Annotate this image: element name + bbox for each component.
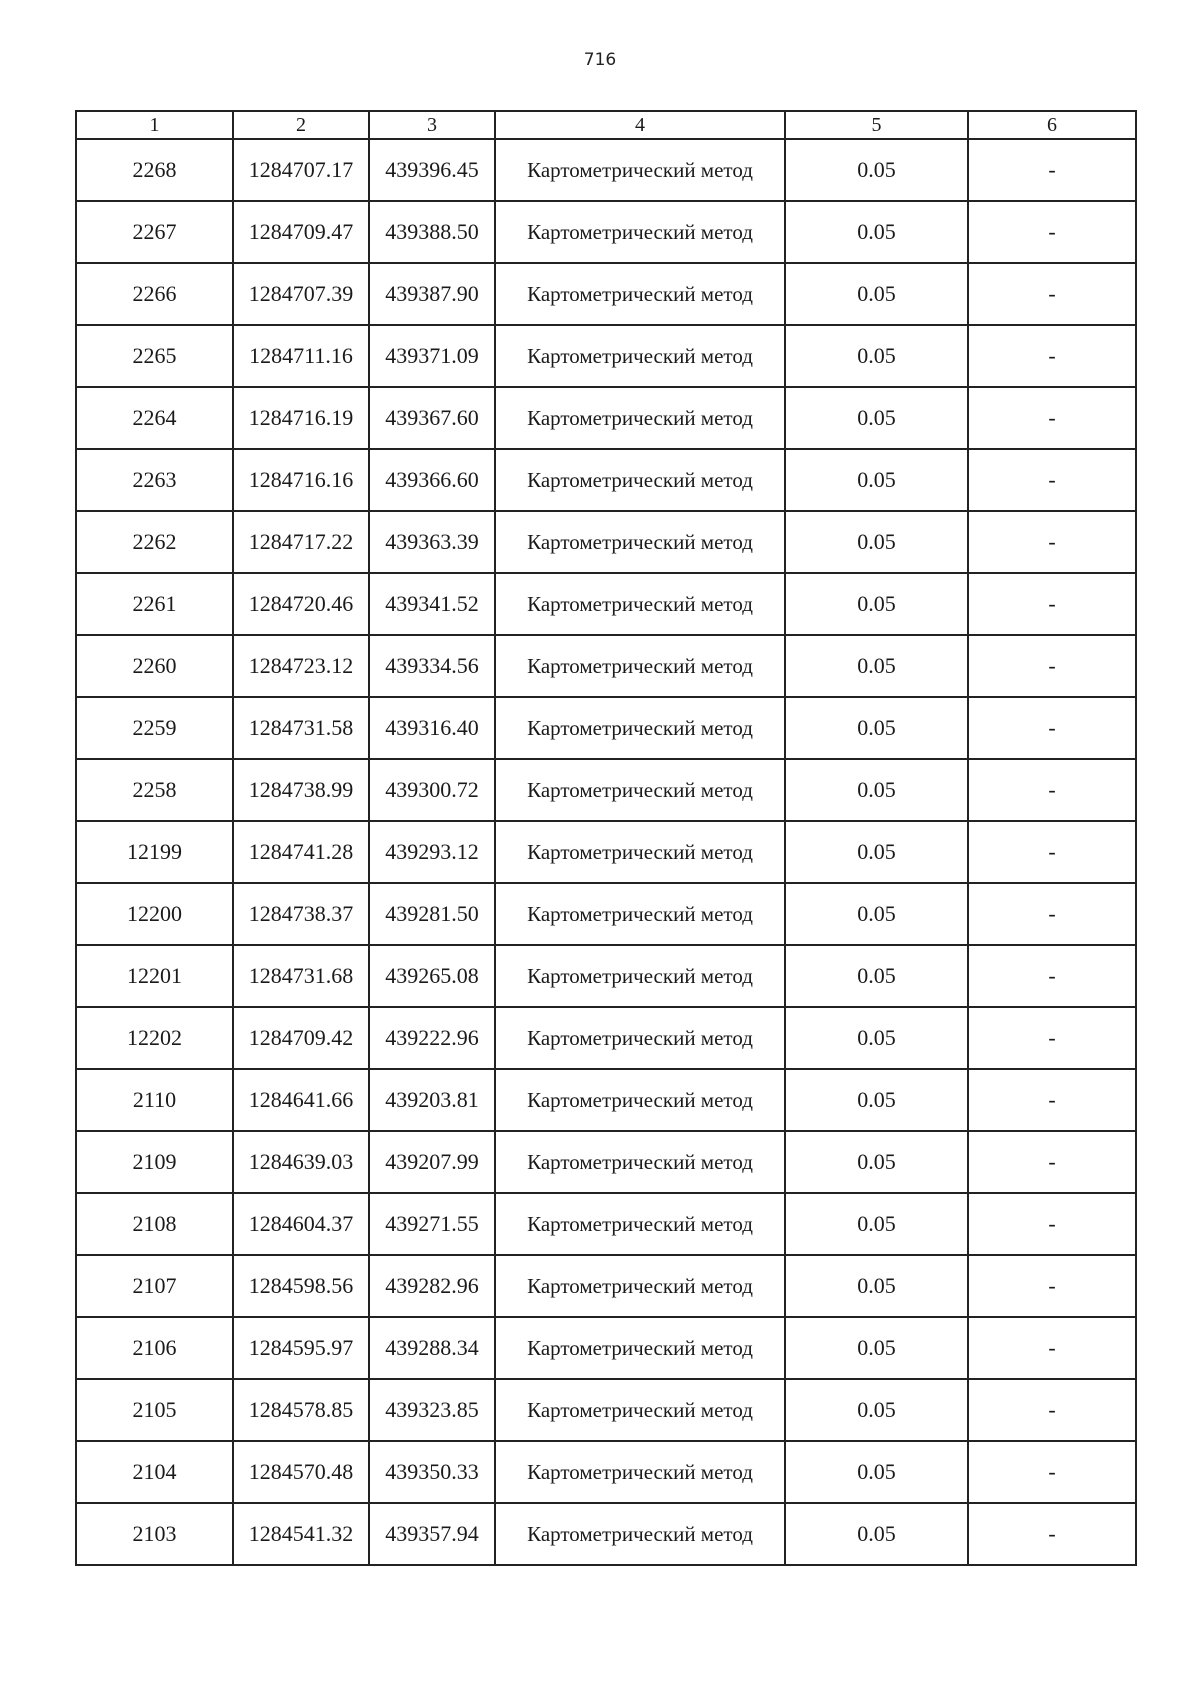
note-cell: - (968, 945, 1136, 1007)
note-cell: - (968, 449, 1136, 511)
point-number-cell: 2267 (76, 201, 233, 263)
accuracy-cell: 0.05 (785, 697, 968, 759)
accuracy-cell: 0.05 (785, 1503, 968, 1565)
point-number-cell: 2261 (76, 573, 233, 635)
note-cell: - (968, 697, 1136, 759)
table-row (76, 387, 1136, 449)
method-cell: Картометрический метод (495, 1193, 785, 1255)
column-header-3: 3 (369, 111, 495, 139)
table-row (76, 201, 1136, 263)
note-cell: - (968, 1317, 1136, 1379)
y-coordinate-cell: 439334.56 (369, 635, 495, 697)
accuracy-cell: 0.05 (785, 511, 968, 573)
note-cell: - (968, 1441, 1136, 1503)
table-row (76, 263, 1136, 325)
y-coordinate-cell: 439350.33 (369, 1441, 495, 1503)
accuracy-cell: 0.05 (785, 1007, 968, 1069)
table-row (76, 1379, 1136, 1441)
x-coordinate-cell: 1284641.66 (233, 1069, 369, 1131)
point-number-cell: 2259 (76, 697, 233, 759)
method-cell: Картометрический метод (495, 1131, 785, 1193)
table-row (76, 573, 1136, 635)
note-cell: - (968, 387, 1136, 449)
accuracy-cell: 0.05 (785, 325, 968, 387)
x-coordinate-cell: 1284570.48 (233, 1441, 369, 1503)
table-row (76, 635, 1136, 697)
y-coordinate-cell: 439367.60 (369, 387, 495, 449)
table-row (76, 1317, 1136, 1379)
y-coordinate-cell: 439323.85 (369, 1379, 495, 1441)
accuracy-cell: 0.05 (785, 1069, 968, 1131)
column-header-1: 1 (76, 111, 233, 139)
note-cell: - (968, 201, 1136, 263)
note-cell: - (968, 1503, 1136, 1565)
y-coordinate-cell: 439341.52 (369, 573, 495, 635)
x-coordinate-cell: 1284731.68 (233, 945, 369, 1007)
point-number-cell: 2107 (76, 1255, 233, 1317)
point-number-cell: 12201 (76, 945, 233, 1007)
y-coordinate-cell: 439363.39 (369, 511, 495, 573)
method-cell: Картометрический метод (495, 1255, 785, 1317)
table-header-row (76, 111, 1136, 139)
point-number-cell: 2266 (76, 263, 233, 325)
accuracy-cell: 0.05 (785, 1379, 968, 1441)
note-cell: - (968, 1007, 1136, 1069)
page-number: 716 (583, 50, 617, 70)
method-cell: Картометрический метод (495, 511, 785, 573)
method-cell: Картометрический метод (495, 387, 785, 449)
method-cell: Картометрический метод (495, 759, 785, 821)
note-cell: - (968, 883, 1136, 945)
method-cell: Картометрический метод (495, 945, 785, 1007)
table-row (76, 759, 1136, 821)
note-cell: - (968, 635, 1136, 697)
x-coordinate-cell: 1284709.47 (233, 201, 369, 263)
accuracy-cell: 0.05 (785, 201, 968, 263)
note-cell: - (968, 263, 1136, 325)
point-number-cell: 2108 (76, 1193, 233, 1255)
point-number-cell: 2260 (76, 635, 233, 697)
column-header-6: 6 (968, 111, 1136, 139)
table-row (76, 883, 1136, 945)
x-coordinate-cell: 1284741.28 (233, 821, 369, 883)
accuracy-cell: 0.05 (785, 1255, 968, 1317)
method-cell: Картометрический метод (495, 697, 785, 759)
table-row (76, 325, 1136, 387)
x-coordinate-cell: 1284578.85 (233, 1379, 369, 1441)
note-cell: - (968, 511, 1136, 573)
method-cell: Картометрический метод (495, 449, 785, 511)
column-header-4: 4 (495, 111, 785, 139)
note-cell: - (968, 573, 1136, 635)
method-cell: Картометрический метод (495, 1441, 785, 1503)
y-coordinate-cell: 439396.45 (369, 139, 495, 201)
table-row (76, 1007, 1136, 1069)
table-row (76, 449, 1136, 511)
point-number-cell: 2265 (76, 325, 233, 387)
y-coordinate-cell: 439371.09 (369, 325, 495, 387)
note-cell: - (968, 821, 1136, 883)
table-row (76, 821, 1136, 883)
accuracy-cell: 0.05 (785, 573, 968, 635)
note-cell: - (968, 1069, 1136, 1131)
point-number-cell: 2258 (76, 759, 233, 821)
note-cell: - (968, 759, 1136, 821)
x-coordinate-cell: 1284604.37 (233, 1193, 369, 1255)
point-number-cell: 2110 (76, 1069, 233, 1131)
column-header-5: 5 (785, 111, 968, 139)
accuracy-cell: 0.05 (785, 1193, 968, 1255)
accuracy-cell: 0.05 (785, 387, 968, 449)
x-coordinate-cell: 1284723.12 (233, 635, 369, 697)
table-row (76, 945, 1136, 1007)
note-cell: - (968, 139, 1136, 201)
accuracy-cell: 0.05 (785, 883, 968, 945)
note-cell: - (968, 1379, 1136, 1441)
table-row (76, 1255, 1136, 1317)
method-cell: Картометрический метод (495, 635, 785, 697)
x-coordinate-cell: 1284598.56 (233, 1255, 369, 1317)
table-row (76, 1193, 1136, 1255)
y-coordinate-cell: 439316.40 (369, 697, 495, 759)
accuracy-cell: 0.05 (785, 635, 968, 697)
accuracy-cell: 0.05 (785, 1131, 968, 1193)
method-cell: Картометрический метод (495, 1317, 785, 1379)
method-cell: Картометрический метод (495, 1007, 785, 1069)
y-coordinate-cell: 439203.81 (369, 1069, 495, 1131)
method-cell: Картометрический метод (495, 821, 785, 883)
x-coordinate-cell: 1284595.97 (233, 1317, 369, 1379)
y-coordinate-cell: 439222.96 (369, 1007, 495, 1069)
point-number-cell: 12202 (76, 1007, 233, 1069)
y-coordinate-cell: 439357.94 (369, 1503, 495, 1565)
x-coordinate-cell: 1284731.58 (233, 697, 369, 759)
coordinates-table (75, 110, 1137, 1566)
accuracy-cell: 0.05 (785, 449, 968, 511)
y-coordinate-cell: 439281.50 (369, 883, 495, 945)
table-row (76, 1069, 1136, 1131)
x-coordinate-cell: 1284639.03 (233, 1131, 369, 1193)
method-cell: Картометрический метод (495, 201, 785, 263)
accuracy-cell: 0.05 (785, 945, 968, 1007)
y-coordinate-cell: 439300.72 (369, 759, 495, 821)
x-coordinate-cell: 1284709.42 (233, 1007, 369, 1069)
method-cell: Картометрический метод (495, 139, 785, 201)
table-row (76, 139, 1136, 201)
accuracy-cell: 0.05 (785, 1317, 968, 1379)
note-cell: - (968, 1193, 1136, 1255)
table-body (76, 139, 1136, 1565)
point-number-cell: 2104 (76, 1441, 233, 1503)
x-coordinate-cell: 1284738.37 (233, 883, 369, 945)
x-coordinate-cell: 1284716.19 (233, 387, 369, 449)
point-number-cell: 2103 (76, 1503, 233, 1565)
y-coordinate-cell: 439293.12 (369, 821, 495, 883)
method-cell: Картометрический метод (495, 573, 785, 635)
point-number-cell: 12199 (76, 821, 233, 883)
table-row (76, 1131, 1136, 1193)
y-coordinate-cell: 439288.34 (369, 1317, 495, 1379)
method-cell: Картометрический метод (495, 325, 785, 387)
point-number-cell: 2268 (76, 139, 233, 201)
x-coordinate-cell: 1284707.39 (233, 263, 369, 325)
accuracy-cell: 0.05 (785, 1441, 968, 1503)
point-number-cell: 2263 (76, 449, 233, 511)
point-number-cell: 2109 (76, 1131, 233, 1193)
note-cell: - (968, 1255, 1136, 1317)
y-coordinate-cell: 439207.99 (369, 1131, 495, 1193)
table-row (76, 1503, 1136, 1565)
y-coordinate-cell: 439271.55 (369, 1193, 495, 1255)
accuracy-cell: 0.05 (785, 821, 968, 883)
method-cell: Картометрический метод (495, 883, 785, 945)
method-cell: Картометрический метод (495, 1503, 785, 1565)
x-coordinate-cell: 1284738.99 (233, 759, 369, 821)
point-number-cell: 2105 (76, 1379, 233, 1441)
y-coordinate-cell: 439388.50 (369, 201, 495, 263)
column-header-2: 2 (233, 111, 369, 139)
accuracy-cell: 0.05 (785, 263, 968, 325)
note-cell: - (968, 325, 1136, 387)
accuracy-cell: 0.05 (785, 759, 968, 821)
table-row (76, 1441, 1136, 1503)
y-coordinate-cell: 439366.60 (369, 449, 495, 511)
accuracy-cell: 0.05 (785, 139, 968, 201)
x-coordinate-cell: 1284707.17 (233, 139, 369, 201)
note-cell: - (968, 1131, 1136, 1193)
x-coordinate-cell: 1284711.16 (233, 325, 369, 387)
method-cell: Картометрический метод (495, 263, 785, 325)
table-row (76, 511, 1136, 573)
x-coordinate-cell: 1284717.22 (233, 511, 369, 573)
x-coordinate-cell: 1284541.32 (233, 1503, 369, 1565)
point-number-cell: 2262 (76, 511, 233, 573)
point-number-cell: 2264 (76, 387, 233, 449)
x-coordinate-cell: 1284720.46 (233, 573, 369, 635)
method-cell: Картометрический метод (495, 1069, 785, 1131)
y-coordinate-cell: 439282.96 (369, 1255, 495, 1317)
x-coordinate-cell: 1284716.16 (233, 449, 369, 511)
point-number-cell: 2106 (76, 1317, 233, 1379)
table-row (76, 697, 1136, 759)
y-coordinate-cell: 439387.90 (369, 263, 495, 325)
y-coordinate-cell: 439265.08 (369, 945, 495, 1007)
point-number-cell: 12200 (76, 883, 233, 945)
method-cell: Картометрический метод (495, 1379, 785, 1441)
